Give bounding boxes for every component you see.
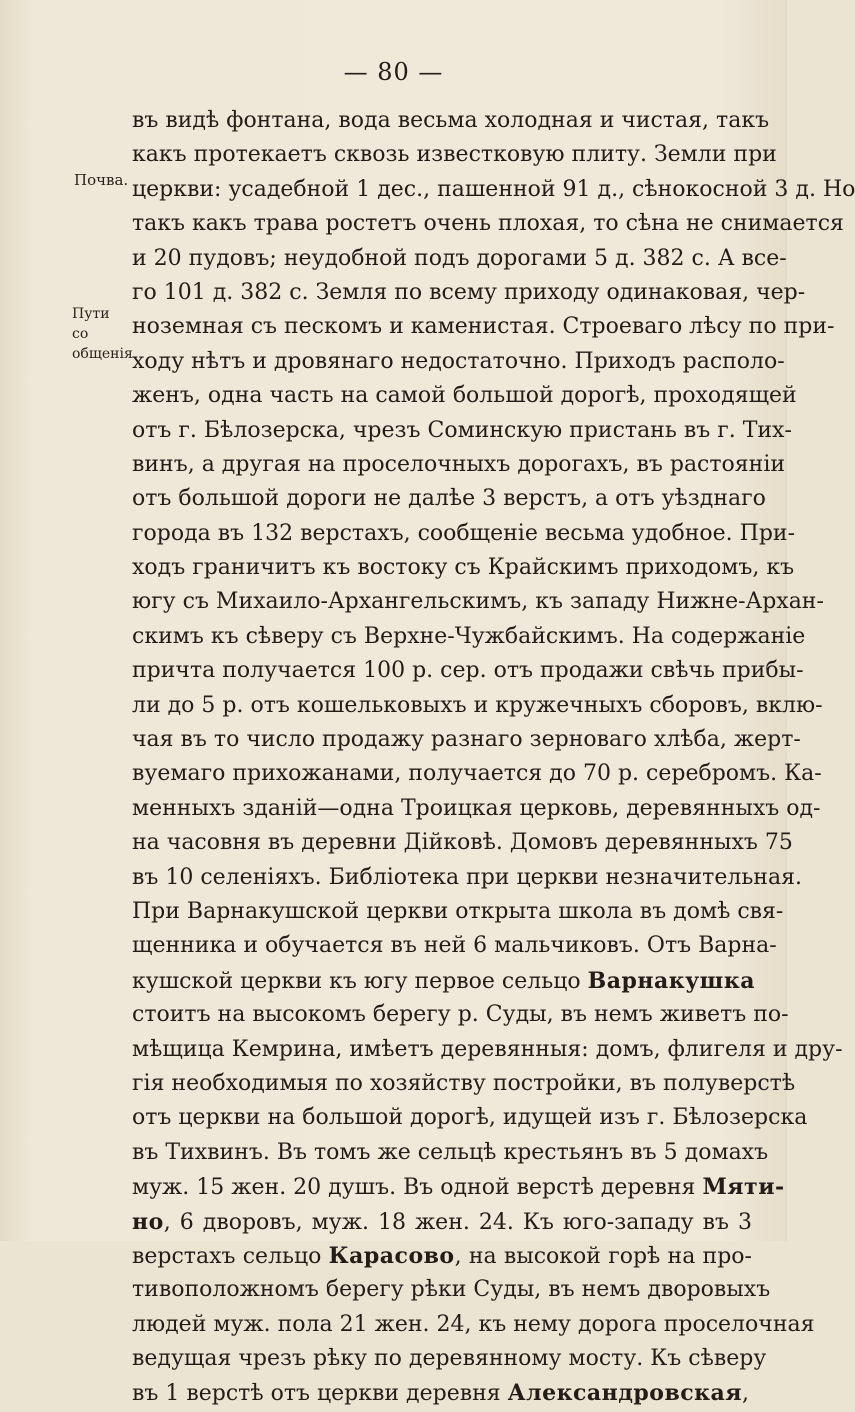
text-line <box>132 620 806 654</box>
line-text: въ 1 верстѣ отъ церкви деревня <box>132 1381 501 1407</box>
text-line <box>132 1033 843 1067</box>
line-text: отъ г. Бѣлозерска, чрезъ Соминскую пристань въ г. Тих- <box>132 417 792 443</box>
text-line <box>132 929 777 963</box>
line-text: такъ какъ трава ростетъ очень плохая, то сѣна не снимается <box>132 211 844 237</box>
text-line <box>132 173 855 207</box>
text-line <box>132 345 785 379</box>
line-text: щенника и обучается въ ней 6 мальчиковъ. Отъ Варна- <box>132 933 777 959</box>
text-line <box>132 104 770 138</box>
text-line <box>132 379 797 413</box>
page-number: — 80 — <box>343 58 444 86</box>
line-tail: , <box>742 1381 750 1407</box>
place-name: Александровская <box>507 1380 743 1407</box>
text-line <box>132 1170 785 1204</box>
line-text: причта получается 100 р. сер. отъ продажи свѣчь прибы- <box>132 658 804 684</box>
text-line <box>132 1067 796 1101</box>
line-text: , 6 дворовъ, муж. 18 жен. 24. Къ юго-западу въ 3 <box>163 1209 752 1235</box>
line-text: ходъ граничитъ къ востоку съ Крайскимъ приходомъ, къ <box>132 555 795 581</box>
line-text: церкви: усадебной 1 дес., пашенной 91 д., сѣнокосной 3 д. Но <box>132 176 855 202</box>
line-text: чая въ то число продажу разнаго зерноваго хлѣба, жерт- <box>132 727 801 753</box>
text-line <box>132 895 784 929</box>
text-line <box>132 757 822 791</box>
line-text: менныхъ зданій—одна Троицкая церковь, деревянныхъ од- <box>132 795 821 821</box>
line-text: муж. 15 жен. 20 душъ. Въ одной верстѣ деревня <box>132 1175 696 1201</box>
place-name: Мяти- <box>702 1174 785 1201</box>
text-line <box>132 826 793 860</box>
place-name: Карасово <box>328 1242 455 1269</box>
text-line <box>132 414 792 448</box>
text-line <box>132 861 802 895</box>
line-text: отъ большой дороги не далѣе 3 верстъ, а отъ уѣзднаго <box>132 486 766 512</box>
line-text: отъ церкви на большой дорогѣ, идущей изъ г. Бѣлозерска <box>132 1105 808 1131</box>
text-line <box>132 654 804 688</box>
line-text: кушской церкви къ югу первое сельцо <box>132 968 581 994</box>
main-text <box>132 104 855 1411</box>
text-line <box>132 138 777 172</box>
line-text: стоитъ на высокомъ берегу р. Суды, въ немъ живетъ по- <box>132 1002 789 1028</box>
text-line <box>132 585 824 619</box>
line-text: какъ протекаетъ сквозь известковую плиту. Земли при <box>132 142 777 168</box>
text-line <box>132 1273 771 1307</box>
line-text: людей муж. пола 21 жен. 24, къ нему дорога проселочная <box>132 1311 815 1337</box>
line-tail: , на высокой горѣ на про- <box>454 1243 752 1269</box>
text-line <box>132 1239 752 1273</box>
text-line <box>132 517 796 551</box>
text-line <box>132 998 789 1032</box>
text-line <box>132 310 835 344</box>
text-line <box>132 242 787 276</box>
line-text: гія необходимыя по хозяйству постройки, въ полуверстѣ <box>132 1070 796 1096</box>
margin-note-puti: Пути со общенія <box>72 306 133 362</box>
text-line <box>132 1101 808 1135</box>
line-text: и 20 пудовъ; неудобной подъ дорогами 5 д. 382 с. А все- <box>132 245 787 271</box>
line-text: женъ, одна часть на самой большой дорогѣ, проходящей <box>132 383 797 409</box>
line-text: югу съ Михаило-Архангельскимъ, къ западу Нижне-Архан- <box>132 589 824 615</box>
text-line <box>132 1342 767 1376</box>
text-line <box>132 964 755 998</box>
text-line <box>132 792 821 826</box>
line-text: го 101 д. 382 с. Земля по всему приходу одинаковая, чер- <box>132 279 806 305</box>
line-text: При Варнакушской церкви открыта школа въ домѣ свя- <box>132 898 784 924</box>
line-text: скимъ къ сѣверу съ Верхне-Чужбайскимъ. На содержаніе <box>132 623 806 649</box>
place-name: Варнакушка <box>587 967 755 994</box>
text-line <box>132 1136 769 1170</box>
line-text: ходу нѣтъ и дровянаго недостаточно. Приходъ располо- <box>132 348 785 374</box>
line-text: тивоположномъ берегу рѣки Суды, въ немъ дворовыхъ <box>132 1277 771 1303</box>
text-line <box>132 1376 752 1410</box>
text-line <box>132 276 806 310</box>
text-line <box>132 723 801 757</box>
text-line <box>132 448 786 482</box>
text-line <box>132 1205 752 1239</box>
margin-note-pochva: Почва. <box>74 171 129 189</box>
text-line <box>132 551 795 585</box>
line-text: ноземная съ пескомъ и каменистая. Строеваго лѣсу по при- <box>132 314 835 340</box>
text-line <box>132 689 823 723</box>
line-text: ведущая чрезъ рѣку по деревянному мосту. Къ сѣверу <box>132 1346 767 1372</box>
line-text: въ видѣ фонтана, вода весьма холодная и чистая, такъ <box>132 108 770 133</box>
line-text: города въ 132 верстахъ, сообщеніе весьма удобное. При- <box>132 520 796 546</box>
line-text: винъ, а другая на проселочныхъ дорогахъ, въ растояніи <box>132 451 786 477</box>
line-text: мѣщица Кемрина, имѣетъ деревянныя: домъ, флигеля и дру- <box>132 1036 843 1062</box>
line-text: верстахъ сельцо <box>132 1243 322 1269</box>
text-line <box>132 207 844 241</box>
text-line <box>132 482 766 516</box>
line-text: ли до 5 р. отъ кошельковыхъ и кружечныхъ сборовъ, вклю- <box>132 692 823 718</box>
line-text: въ 10 селеніяхъ. Библіотека при церкви незначительная. <box>132 864 802 890</box>
text-line <box>132 1308 815 1342</box>
line-text: въ Тихвинъ. Въ томъ же сельцѣ крестьянъ въ 5 домахъ <box>132 1139 769 1165</box>
line-text: на часовня въ деревни Дійковѣ. Домовъ деревянныхъ 75 <box>132 830 793 856</box>
line-text: вуемаго прихожанами, получается до 70 р. серебромъ. Ка- <box>132 761 822 787</box>
place-name: но <box>132 1208 164 1235</box>
